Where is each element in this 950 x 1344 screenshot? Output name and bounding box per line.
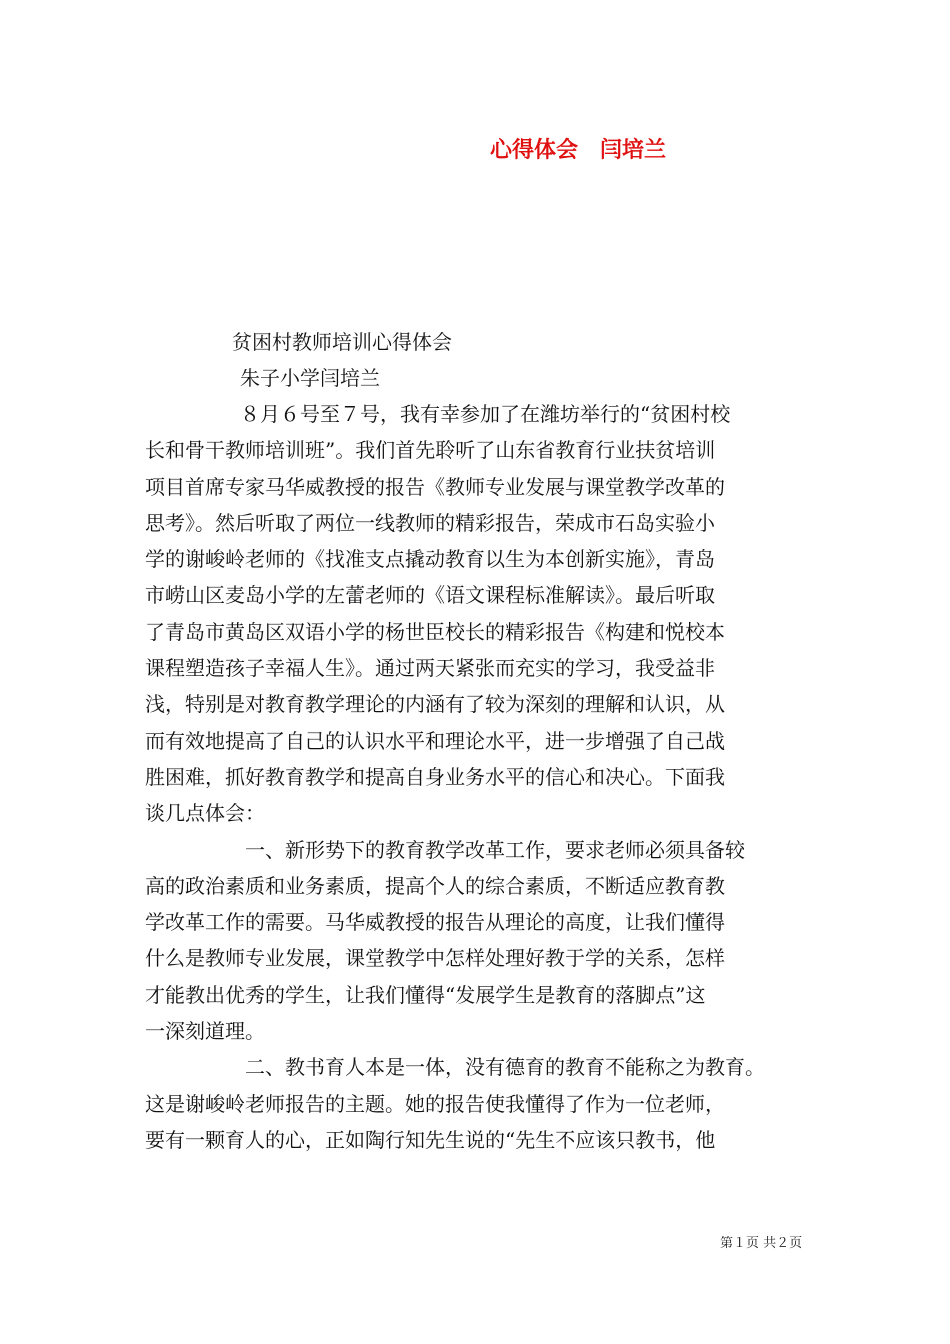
text-line: 了青岛市黄岛区双语小学的杨世臣校长的精彩报告《构建和悦校本 [145,619,725,644]
text-line: 一、新形势下的教育教学改革工作，要求老师必须具备较 [245,837,745,862]
text-line: 思考》。然后听取了两位一线教师的精彩报告，荣成市石岛实验小 [145,510,715,535]
text-line: 长和骨干教师培训班”。我们首先聆听了山东省教育行业扶贫培训 [145,438,716,463]
text-line: 学改革工作的需要。马华威教授的报告从理论的高度，让我们懂得 [145,910,725,935]
text-line: 而有效地提高了自己的认识水平和理论水平，进一步增强了自己战 [145,728,725,753]
text-line: 市崂山区麦岛小学的左蕾老师的《语文课程标准解读》。最后听取 [145,583,715,608]
text-line: 要有一颗育人的心，正如陶行知先生说的“先生不应该只教书，他 [145,1127,716,1152]
text-line: 项目首席专家马华威教授的报告《教师专业发展与课堂教学改革的 [145,474,725,499]
text-line: 二、教书育人本是一体，没有德育的教育不能称之为教育。 [245,1055,765,1080]
text-line: 这是谢峻岭老师报告的主题。她的报告使我懂得了作为一位老师， [145,1091,725,1116]
text-line: 浅，特别是对教育教学理论的内涵有了较为深刻的理解和认识，从 [145,692,725,717]
paragraph-1 [145,396,825,832]
text-line: ８月６号至７号，我有幸参加了在潍坊举行的“贫困村校 [240,402,731,426]
paragraph-2 [145,832,825,1050]
document-body [145,396,825,1158]
page-title: 心得体会 闫培兰 [490,137,667,163]
page-number: 第１页 共２页 [720,1236,803,1251]
text-line: 课程塑造孩子幸福人生》。通过两天紧张而充实的学习，我受益非 [145,656,715,681]
text-line: 谈几点体会： [145,801,265,826]
text-line: 才能教出优秀的学生，让我们懂得“发展学生是教育的落脚点”这 [145,982,706,1007]
document-author: 朱子小学闫培兰 [240,366,380,390]
document-heading: 贫困村教师培训心得体会 [232,330,452,354]
text-line: 胜困难，抓好教育教学和提高自身业务水平的信心和决心。下面我 [145,764,725,789]
text-line: 高的政治素质和业务素质，提高个人的综合素质，不断适应教育教 [145,873,725,898]
text-line: 一深刻道理。 [145,1019,265,1044]
text-line: 什么是教师专业发展，课堂教学中怎样处理好教于学的关系，怎样 [145,946,725,971]
text-line: 学的谢峻岭老师的《找准支点撬动教育以生为本创新实施》，青岛 [145,547,715,572]
paragraph-3 [145,1049,825,1158]
